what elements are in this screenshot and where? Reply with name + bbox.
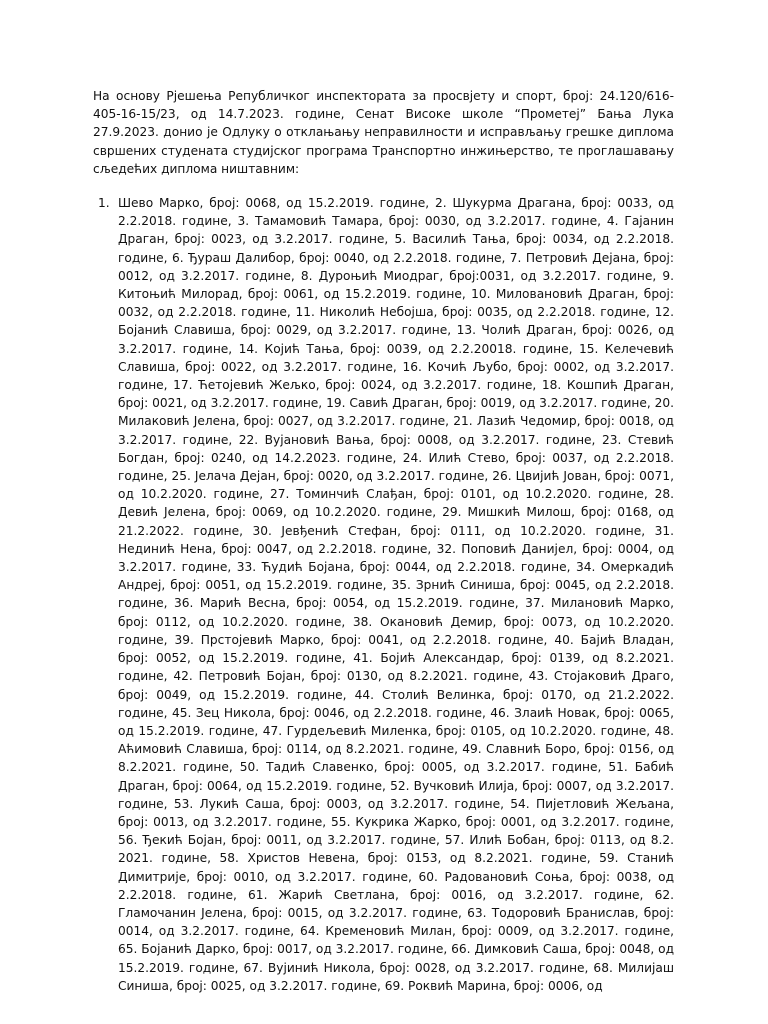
intro-paragraph: На основу Рјешења Републичког инспектората за просвјету и спорт, број: 24.120/616-405-16-15/23, од 14.7.2023. године, Сенат Високе школе “Прометеј” Бања Лука 27.9.2023. донио је Одлуку о отклањању неправилности и исправљању грешке диплома свршених студената студијског програма Транспортно инжињерство, те проглашавању сљедећих диплома ништавним: [93, 89, 674, 176]
document-page [93, 87, 674, 995]
list-item-number: 1. [98, 196, 110, 211]
list-item [93, 194, 674, 995]
list-item-text: Шево Марко, број: 0068, од 15.2.2019. године, 2. Шукурма Драгана, број: 0033, од 2.2.2018. године, 3. Тамамовић Тамара, број: 0030, од 3.2.2017. године, 4. Гајанин Драган, број: 0023, од 3.2.2017. године, 5. Василић Тања, број: 0034, од 2.2.2018. године, 6. Ђураш Далибор, број: 0040, од 2.2.2018. године, 7. Петровић Дејана, број: 0012, од 3.2.2017. године, 8. Дуроњић Миодраг, број:0031, од 3.2.2017. године, 9. Китоњић Милорад, број: 0061, од 15.2.2019. године, 10. Миловановић Драган, број: 0032, од 2.2.2018. године, 11. Николић Небојша, број: 0035, од 2.2.2018. године, 12. Бојанић Славиша, број: 0029, од 3.2.2017. године, 13. Чолић Драган, број: 0026, од 3.2.2017. године, 14. Којић Тања, број: 0039, од 2.2.20018. године, 15. Келечевић Славиша, број: 0022, од 3.2.2017. године, 16. Кочић Љубо, број: 0002, од 3.2.2017. године, 17. Ћетојевић Жељко, број: 0024, од 3.2.2017. године, 18. Кошпић Драган, број: 0021, од 3.2.2017. године, 19. Савић Драган, број: 0019, од 3.2.2017. године, 20. Милаковић Јелена, број: 0027, од 3.2.2017. године, 21. Лазић Чедомир, број: 0018, од 3.2.2017. године, 22. Вујановић Вања, број: 0008, од 3.2.2017. године, 23. Стевић Богдан, број: 0240, од 14.2.2023. године, 24. Илић Стево, број: 0037, од 2.2.2018. године, 25. Јелача Дејан, број: 0020, од 3.2.2017. године, 26. Цвијић Јован, број: 0071, од 10.2.2020. године, 27. Томинчић Слађан, број: 0101, од 10.2.2020. године, 28. Девић Јелена, број: 0069, од 10.2.2020. године, 29. Мишкић Милош, број: 0168, од 21.2.2022. године, 30. Јевђенић Стефан, број: 0111, од 10.2.2020. године, 31. Нединић Нена, број: 0047, од 2.2.2018. године, 32. Поповић Данијел, број: 0004, од 3.2.2017. године, 33. Ћудић Бојана, број: 0044, од 2.2.2018. године, 34. Омеркадић Андреј, број: 0051, од 15.2.2019. године, 35. Зрнић Синиша, број: 0045, од 2.2.2018. године, 36. Марић Весна, број: 0054, од 15.2.2019. године, 37. Милановић Марко, број: 0112, од 10.2.2020. године, 38. Окановић Демир, број: 0073, од 10.2.2020. године, 39. Прстојевић Марко, број: 0041, од 2.2.2018. године, 40. Бајић Владан, број: 0052, од 15.2.2019. године, 41. Бојић Александар, број: 0139, од 8.2.2021. године, 42. Петровић Бојан, број: 0130, од 8.2.2021. године, 43. Стојаковић Драго, број: 0049, од 15.2.2019. године, 44. Столић Велинка, број: 0170, од 21.2.2022. године, 45. Зец Никола, број: 0046, од 2.2.2018. године, 46. Злаић Новак, број: 0065, од 15.2.2019. године, 47. Гурдељевић Миленка, број: 0105, од 10.2.2020. године, 48. Аћимовић Славиша, број: 0114, од 8.2.2021. године, 49. Славнић Боро, број: 0156, од 8.2.2021. године, 50. Тадић Славенко, број: 0005, од 3.2.2017. године, 51. Бабић Драган, број: 0064, од 15.2.2019. године, 52. Вучковић Илија, број: 0007, од 3.2.2017. године, 53. Лукић Саша, број: 0003, од 3.2.2017. године, 54. Пијетловић Жељана, број: 0013, од 3.2.2017. године, 55. Кукрика Жарко, број: 0001, од 3.2.2017. године, 56. Ђекић Бојан, број: 0011, од 3.2.2017. године, 57. Илић Бобан, број: 0113, од 8.2. 2021. године, 58. Христов Невена, број: 0153, од 8.2.2021. године, 59. Станић Димитрије, број: 0010, од 3.2.2017. године, 60. Радовановић Соња, број: 0038, од 2.2.2018. године, 61. Жарић Светлана, број: 0016, од 3.2.2017. године, 62. Гламочанин Јелена, број: 0015, од 3.2.2017. године, 63. Тодоровић Бранислав, број: 0014, од 3.2.2017. године, 64. Кременовић Милан, број: 0009, од 3.2.2017. године, 65. Бојанић Дарко, број: 0017, од 3.2.2017. године, 66. Димковић Саша, број: 0048, од 15.2.2019. године, 67. Вујинић Никола, број: 0028, од 3.2.2017. године, 68. Милијаш Синиша, број: 0025, од 3.2.2017. године, 69. Роквић Марина, број: 0006, од [118, 196, 674, 993]
annulled-diplomas-list [93, 194, 674, 995]
